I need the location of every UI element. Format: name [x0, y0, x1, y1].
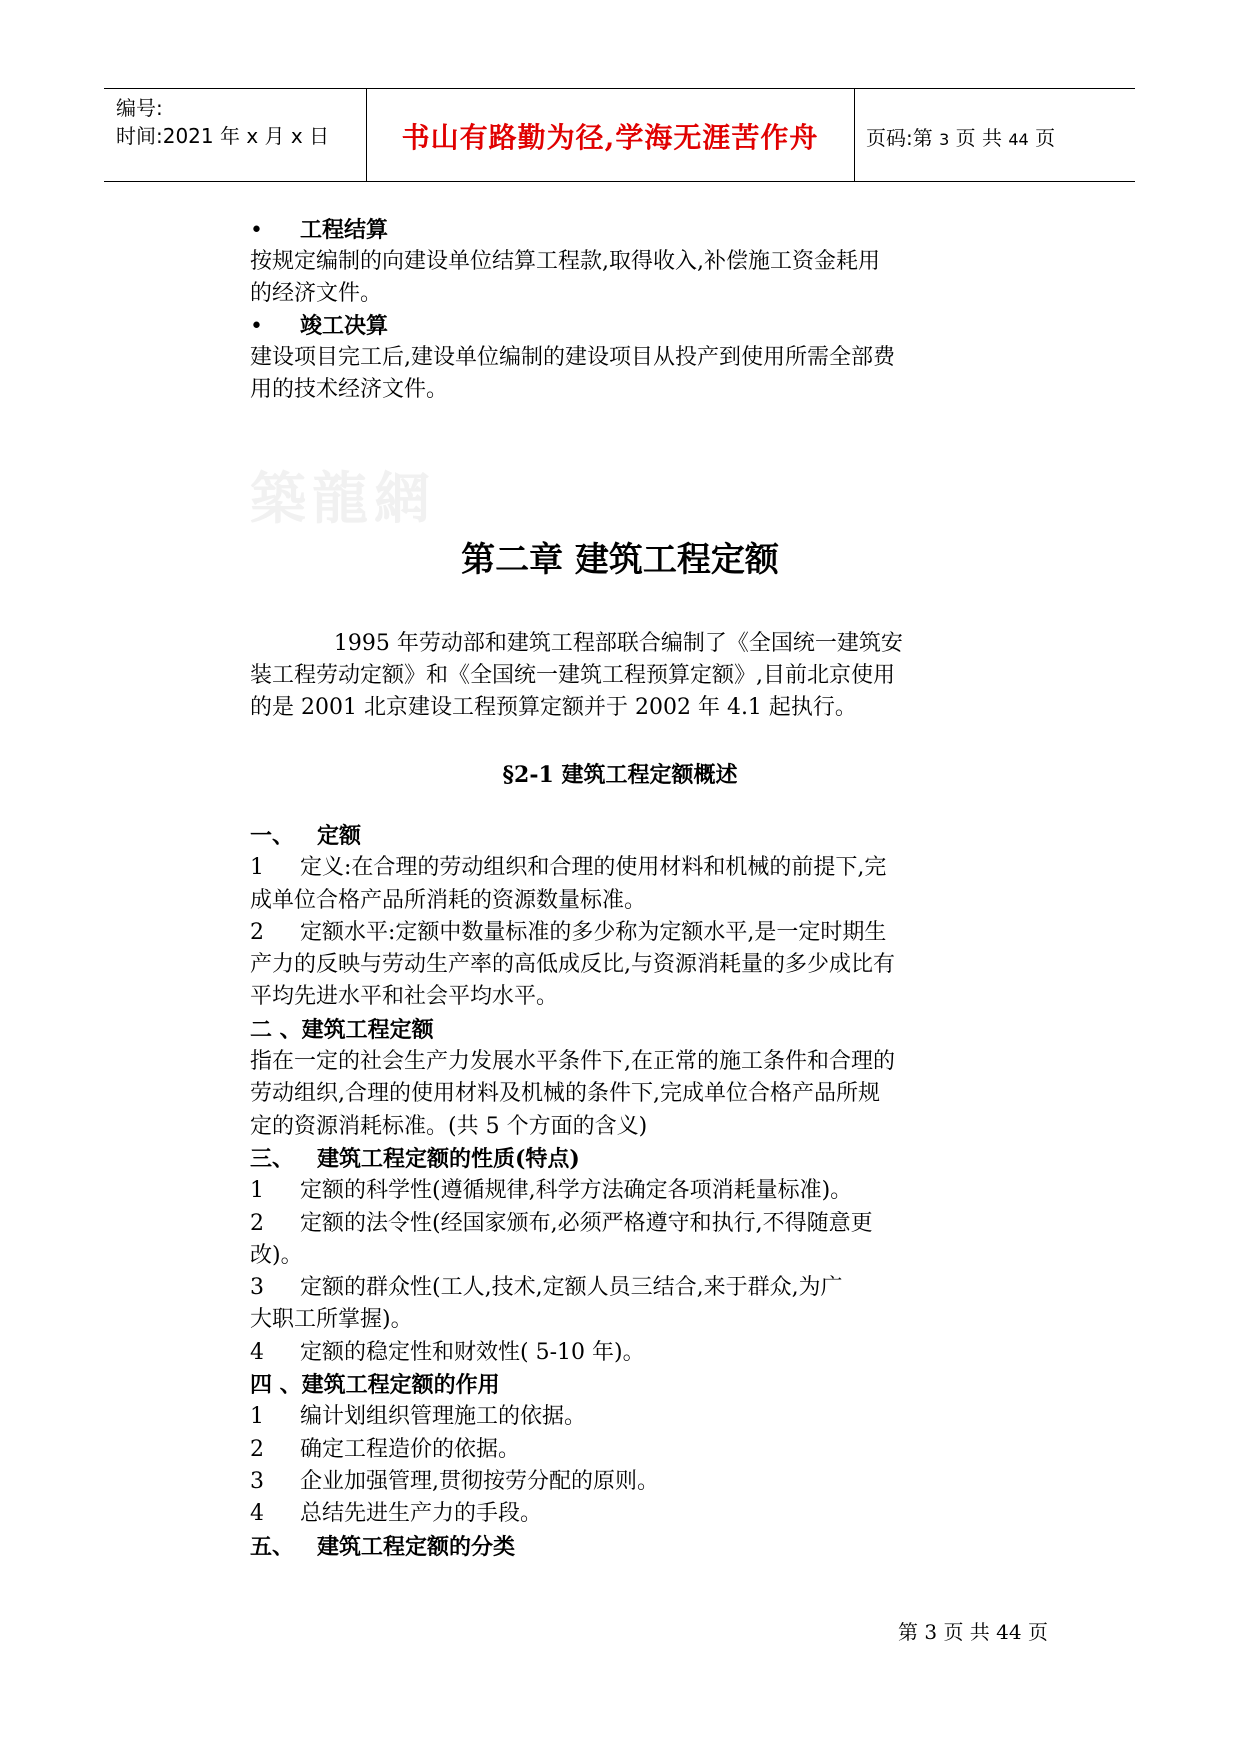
intro-paragraph: 1995 年劳动部和建筑工程部联合编制了《全国统一建筑安 装工程劳动定额》和《全国统一建筑工程预算定额》,目前北京使用 的是 2001 北京建设工程预算定额并于 2002 年 4.1 起执行。 — [250, 631, 903, 720]
list-item: 4 总结先进生产力的手段。 — [250, 1501, 543, 1527]
bullet-icon: • — [250, 218, 263, 243]
list-item: 2 定额的法令性(经国家颁布,必须严格遵守和执行,不得随意更 — [250, 1210, 873, 1236]
chapter-title: 第二章 建筑工程定额 — [461, 540, 779, 580]
heading-5: 五、 建筑工程定额的分类 — [250, 1533, 515, 1560]
list-item: 3 企业加强管理,贯彻按劳分配的原则。 — [250, 1468, 659, 1494]
heading-4: 四 、建筑工程定额的作用 — [250, 1372, 500, 1399]
bullet-item-final-accounts: • 竣工决算 — [250, 310, 990, 342]
list-item: 1 定义:在合理的劳动组织和合理的使用材料和机械的前提下,完 — [250, 855, 887, 881]
text-line: 用的技术经济文件。 — [250, 377, 449, 402]
time-label: 时间:2021 年 x 月 x 日 — [116, 124, 330, 148]
list-item: 3 定额的群众性(工人,技术,定额人员三结合,来于群众,为广 — [250, 1275, 843, 1301]
header-page-info: 页码:第 3 页 共 44 页 — [866, 126, 1056, 150]
list-item: 2 确定工程造价的依据。 — [250, 1436, 521, 1462]
heading-1: 一、 定额 — [250, 823, 361, 849]
top-content — [250, 214, 990, 406]
bullet-item-settlement: • 工程结算 — [250, 214, 990, 246]
text-line: 按规定编制的向建设单位结算工程款,取得收入,补偿施工资金耗用 — [250, 249, 880, 274]
header-divider-right — [854, 88, 855, 181]
bullet-icon: • — [250, 314, 263, 339]
watermark-logo: 築龍網 — [250, 466, 436, 532]
text-line: 建设项目完工后,建设单位编制的建设项目从投产到使用所需全部费 — [250, 345, 895, 370]
page-footer: 第 3 页 共 44 页 — [898, 1620, 1048, 1644]
list-item: 1 编计划组织管理施工的依据。 — [250, 1404, 587, 1430]
text-line: 的经济文件。 — [250, 281, 383, 306]
list-item: 1 定额的科学性(遵循规律,科学方法确定各项消耗量标准)。 — [250, 1178, 853, 1204]
header-left-cell — [116, 94, 329, 150]
heading-3: 三、 建筑工程定额的性质(特点) — [250, 1145, 580, 1172]
header-top-rule — [104, 88, 1135, 89]
definitions-list: 一、 定额 1 定义:在合理的劳动组织和合理的使用材料和机械的前提下,完 成单位合格产品所消耗的资源数量标准。 2 定额水平:定额中数量标准的多少称为定额水平,是一定时期生 产力的反映与劳动生产率的高低成反比,与资源消耗量的多少成比有 平均先进水平和社会平均水平。 二 、建筑工程定额 指在一定的社会生产力发展水平条件下,在正常的施工条件和合理的 劳动组织,合理的使用材料及机械的条件下,完成单位合格产品所规 定的资源消耗标准。(共 5 个方面的含义) 三、 建筑工程定额的性质(特点) 1 定额的科学性(遵循规律,科学方法确定各项消耗量标准)。 2 定额的法令性(经国家颁布,必须严格遵守和执行,不得随意更 改)。 3 定额的群众性(工人,技术,定额人员三结合,来于群众,为广 大职工所掌握)。 4 定额的稳定性和财效性( 5-10 年)。 四 、建筑工程定额的作用 1 编计划组织管理施工的依据。 2 确定工程造价的依据。 3 企业加强管理,贯彻按劳分配的原则。 4 总结先进生产力的手段。 五、 建筑工程定额的分类 — [250, 820, 990, 1563]
list-item: 2 定额水平:定额中数量标准的多少称为定额水平,是一定时期生 — [250, 919, 887, 945]
heading-2: 二 、建筑工程定额 — [250, 1016, 434, 1043]
number-label: 编号: — [116, 96, 163, 120]
header-bottom-rule — [104, 181, 1135, 182]
list-item: 4 定额的稳定性和财效性( 5-10 年)。 — [250, 1339, 645, 1365]
section-title: §2-1 建筑工程定额概述 — [502, 762, 738, 788]
header-motto: 书山有路勤为径,学海无涯苦作舟 — [401, 121, 819, 154]
